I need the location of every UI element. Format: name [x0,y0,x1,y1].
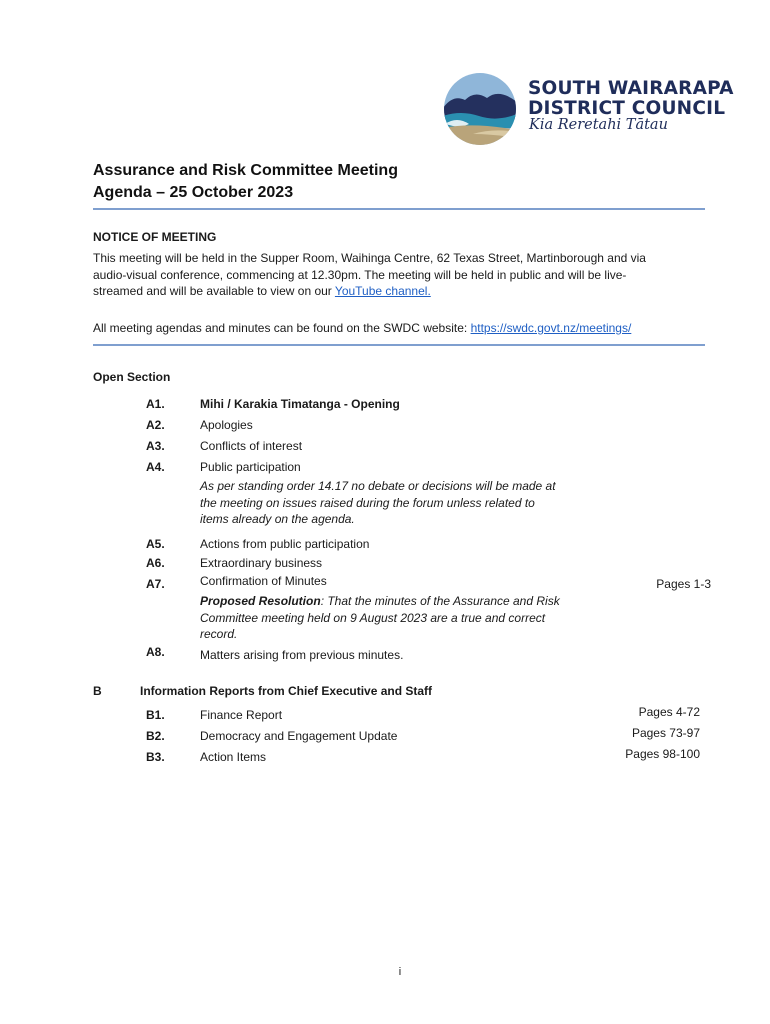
notice-paragraph [93,250,705,300]
youtube-channel-link[interactable]: YouTube channel. [334,284,431,298]
item-label: Public participation [200,460,301,474]
item-number: A2. [146,418,165,432]
title-divider [93,208,705,210]
agendas-text: All meeting agendas and minutes can be found on the SWDC website: [93,321,471,335]
item-label: Mihi / Karakia Timatanga - Opening [200,397,400,411]
item-number: A5. [146,537,165,551]
logo-title-line1: SOUTH WAIRARAPA [528,78,734,99]
item-number: A4. [146,460,165,474]
page-number: i [398,966,402,978]
page-reference: Pages 98-100 [625,747,700,761]
item-number: B3. [146,750,165,764]
item-label: Actions from public participation [200,537,370,551]
item-number: B1. [146,708,165,722]
public-participation-note [200,478,590,528]
notice-line-3-text: streamed and will be available to view on our [93,284,335,298]
page-reference: Pages 1-3 [656,577,711,591]
council-logo-emblem [443,72,517,146]
item-number: A7. [146,577,165,591]
agenda-date-title: Agenda – 25 October 2023 [93,184,294,201]
item-number: B2. [146,729,165,743]
item-label: Finance Report [200,708,283,722]
item-label: Action Items [200,750,267,764]
notice-line-2: audio-visual conference, commencing at 12.30pm. The meeting will be held in public and will be live- [93,267,627,282]
item-number: A3. [146,439,165,453]
item-label: Confirmation of Minutes [200,574,327,588]
section-b-letter: B [93,684,102,698]
page-reference: Pages 4-72 [638,705,700,719]
resolution-label: Proposed Resolution [200,594,321,608]
notice-line-1: This meeting will be held in the Supper Room, Waihinga Centre, 62 Texas Street, Martinborough and via [93,251,646,265]
note-line: As per standing order 14.17 no debate or decisions will be made at [200,479,556,493]
resolution-line: Committee meeting held on 9 August 2023 are a true and correct [200,610,546,625]
swdc-meetings-link[interactable]: https://swdc.govt.nz/meetings/ [470,321,632,335]
meeting-title: Assurance and Risk Committee Meeting [93,162,398,179]
item-number: A6. [146,556,165,570]
item-label: Matters arising from previous minutes. [200,648,404,662]
section-b-title: Information Reports from Chief Executive and Staff [140,684,433,698]
note-line: items already on the agenda. [200,512,355,526]
item-number: A8. [146,645,165,659]
item-label: Democracy and Engagement Update [200,729,398,743]
logo-title-line2: DISTRICT COUNCIL [528,98,726,119]
proposed-resolution [200,593,590,643]
notice-divider [93,344,705,346]
item-label: Conflicts of interest [200,439,303,453]
notice-line-3 [93,283,705,300]
open-section-title: Open Section [93,370,171,384]
logo-tagline: Kia Reretahi Tātau [529,117,668,133]
notice-heading: NOTICE OF MEETING [93,230,217,244]
item-label: Apologies [200,418,253,432]
resolution-line [200,593,590,610]
item-number: A1. [146,397,165,411]
resolution-line: record. [200,627,238,641]
note-line: the meeting on issues raised during the forum unless related to [200,495,535,510]
page-reference: Pages 73-97 [631,726,700,740]
agendas-paragraph [93,321,705,335]
item-label: Extraordinary business [200,556,323,570]
resolution-text: : That the minutes of the Assurance and Risk [320,594,560,608]
